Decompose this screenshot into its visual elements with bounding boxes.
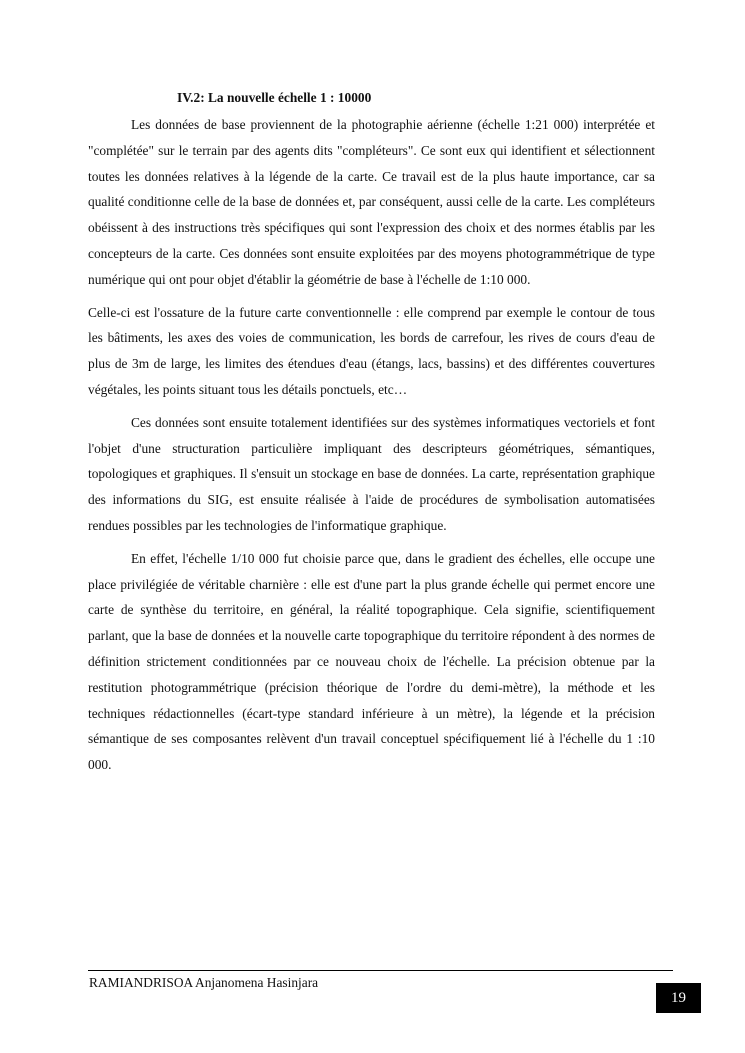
page-number-badge: 19: [656, 983, 701, 1013]
footer-divider: [88, 970, 673, 971]
footer-author: RAMIANDRISOA Anjanomena Hasinjara: [89, 975, 319, 990]
section-heading: IV.2: La nouvelle échelle 1 : 10000: [177, 90, 372, 105]
paragraph-scale-choice: En effet, l'échelle 1/10 000 fut choisie parce que, dans le gradient des échelles, elle occupe une place privilégiée de véritable charnière : elle est d'une part la plus grande échelle qui permet encore une carte de synthèse du territoire, en général, la réalité topographique. Cela signifie, scientifiquement parlant, que la base de données et la nouvelle carte topographique du territoire répondent à des normes de définition strictement conditionnées par ce nouveau choix de l'échelle. La précision obtenue par la restitution photogrammétrique (précision théorique de l'ordre du demi-mètre), la méthode et les techniques rédactionnelles (écart-type standard inférieure à un mètre), la légende et la précision sémantique de ses composantes relèvent d'un travail conceptuel spécifiquement lié à l'échelle du 1 :10 000.: [88, 550, 655, 773]
paragraph-data-sources: Les données de base proviennent de la photographie aérienne (échelle 1:21 000) interprétée et "complétée" sur le terrain par des agents dits "compléteurs". Ce sont eux qui identifient et sélectionnent toutes les données relatives à la légende de la carte. Ce travail est de la plus haute importance, car sa qualité conditionne celle de la base de données et, par conséquent, aussi celle de la carte. Les compléteurs obéissent à des instructions très spécifiques qui sont l'expression des choix et des normes établis par les concepteurs de la carte. Ces données sont ensuite exploitées par des moyens photogrammétrique de type numérique qui ont pour objet d'établir la géométrie de base à l'échelle de 1:10 000.: [88, 117, 655, 287]
body-text: [88, 112, 655, 778]
paragraph-base-geometry: Celle-ci est l'ossature de la future carte conventionnelle : elle comprend par exemple le contour de tous les bâtiments, les axes des voies de communication, les bords de carrefour, les rives de cours d'eau de plus de 3m de large, les limites des étendues d'eau (étangs, lacs, bassins) et des différentes couvertures végétales, les points situant tous les détails ponctuels, etc…: [88, 304, 655, 397]
paragraph-vector-structuring: Ces données sont ensuite totalement identifiées sur des systèmes informatiques vectoriels et font l'objet d'une structuration particulière impliquant des descripteurs géométriques, sémantiques, topologiques et graphiques. Il s'ensuit un stockage en base de données. La carte, représentation graphique des informations du SIG, est ensuite réalisée à l'aide de procédures de symbolisation automatisées rendues possibles par les technologies de l'informatique graphique.: [88, 414, 655, 533]
